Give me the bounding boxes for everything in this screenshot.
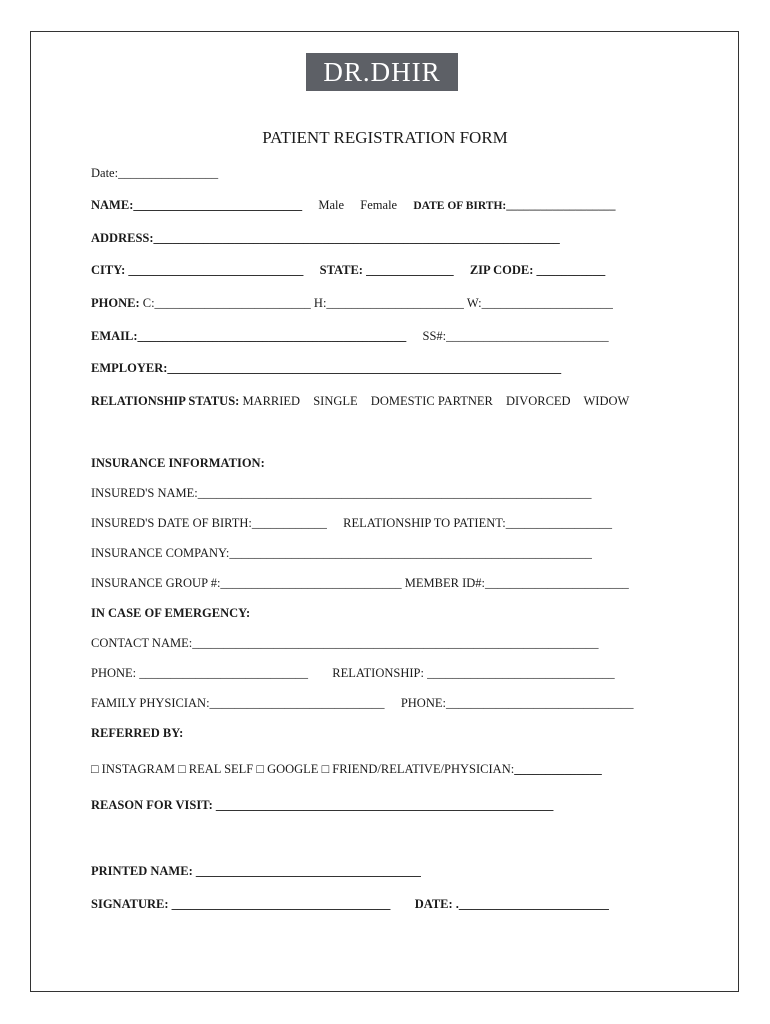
insurance-heading: INSURANCE INFORMATION:	[91, 456, 265, 470]
city-field[interactable]: CITY: ____________________________	[91, 263, 304, 277]
physician-phone-field[interactable]: PHONE:______________________________	[400, 696, 634, 710]
date-field[interactable]: Date:________________	[91, 166, 219, 180]
referral-instagram-checkbox[interactable]: □ INSTAGRAM	[91, 762, 175, 776]
status-married[interactable]: MARRIED	[242, 394, 301, 408]
insured-dob-field[interactable]: INSURED'S DATE OF BIRTH:____________	[91, 516, 327, 530]
insurance-company-field[interactable]: INSURANCE COMPANY:__________________________________________________________	[91, 546, 592, 560]
phone-label: PHONE:	[91, 296, 140, 310]
referral-friend-checkbox[interactable]: □ FRIEND/RELATIVE/PHYSICIAN:	[321, 762, 515, 776]
ssn-field[interactable]: SS#:__________________________	[422, 329, 609, 343]
clinic-logo: DR.DHIR	[306, 53, 458, 91]
relationship-status-label: RELATIONSHIP STATUS:	[91, 394, 240, 408]
state-field[interactable]: STATE: ______________	[319, 263, 454, 277]
signature-row	[91, 897, 609, 912]
reason-row	[91, 798, 553, 813]
referred-heading: REFERRED BY:	[91, 726, 184, 740]
dob-field[interactable]: DATE OF BIRTH:___________________	[413, 200, 616, 212]
address-field[interactable]: ADDRESS:_________________________________________________________________	[91, 231, 560, 245]
referral-realself-checkbox[interactable]: □ REAL SELF	[178, 762, 254, 776]
referral-google-checkbox[interactable]: □ GOOGLE	[256, 762, 319, 776]
male-option[interactable]: Male	[318, 198, 345, 212]
family-physician-row	[91, 696, 633, 711]
contact-name-field[interactable]: CONTACT NAME:_________________________________________________________________	[91, 636, 599, 650]
form-title: PATIENT REGISTRATION FORM	[262, 128, 508, 147]
emergency-phone-field[interactable]: PHONE: ___________________________	[91, 666, 309, 680]
name-field[interactable]: NAME:___________________________	[91, 198, 303, 212]
employer-field[interactable]: EMPLOYER:_______________________________________________________________	[91, 361, 562, 375]
reason-label: REASON FOR VISIT:	[91, 798, 213, 812]
member-id-field[interactable]: MEMBER ID#:_______________________	[404, 576, 629, 590]
signature-field[interactable]: SIGNATURE: ___________________________________	[91, 897, 391, 911]
date-row	[91, 166, 218, 181]
relationship-status-row	[91, 394, 629, 409]
work-phone-field[interactable]: W:_____________________	[466, 296, 613, 310]
insured-dob-row	[91, 516, 612, 531]
status-single[interactable]: SINGLE	[313, 394, 358, 408]
phone-row	[91, 296, 613, 311]
printed-name-field[interactable]: PRINTED NAME: ____________________________________	[91, 864, 421, 878]
zip-field[interactable]: ZIP CODE: ___________	[469, 263, 606, 277]
insurance-group-row	[91, 576, 629, 591]
status-domestic-partner[interactable]: DOMESTIC PARTNER	[370, 394, 493, 408]
insured-name-field[interactable]: INSURED'S NAME:_______________________________________________________________	[91, 486, 592, 500]
emergency-heading: IN CASE OF EMERGENCY:	[91, 606, 251, 620]
relationship-to-patient-field[interactable]: RELATIONSHIP TO PATIENT:_________________	[343, 516, 612, 530]
name-row	[91, 198, 615, 213]
email-row	[91, 329, 609, 344]
insurance-group-field[interactable]: INSURANCE GROUP #:_____________________________	[91, 576, 402, 590]
status-divorced[interactable]: DIVORCED	[506, 394, 571, 408]
referral-options-row	[91, 762, 602, 777]
emergency-phone-row	[91, 666, 615, 681]
cell-phone-field[interactable]: C:_________________________	[142, 296, 311, 310]
female-option[interactable]: Female	[360, 198, 398, 212]
status-widow[interactable]: WIDOW	[583, 394, 630, 408]
reason-field[interactable]: ______________________________________________________	[212, 798, 554, 812]
email-field[interactable]: EMAIL:___________________________________________	[91, 329, 407, 343]
referral-friend-field[interactable]: ______________	[514, 762, 602, 776]
home-phone-field[interactable]: H:______________________	[313, 296, 464, 310]
signature-date-field[interactable]: DATE: .________________________	[414, 897, 609, 911]
emergency-relationship-field[interactable]: RELATIONSHIP: ______________________________	[332, 666, 615, 680]
city-row	[91, 263, 605, 278]
family-physician-field[interactable]: FAMILY PHYSICIAN:____________________________	[91, 696, 385, 710]
